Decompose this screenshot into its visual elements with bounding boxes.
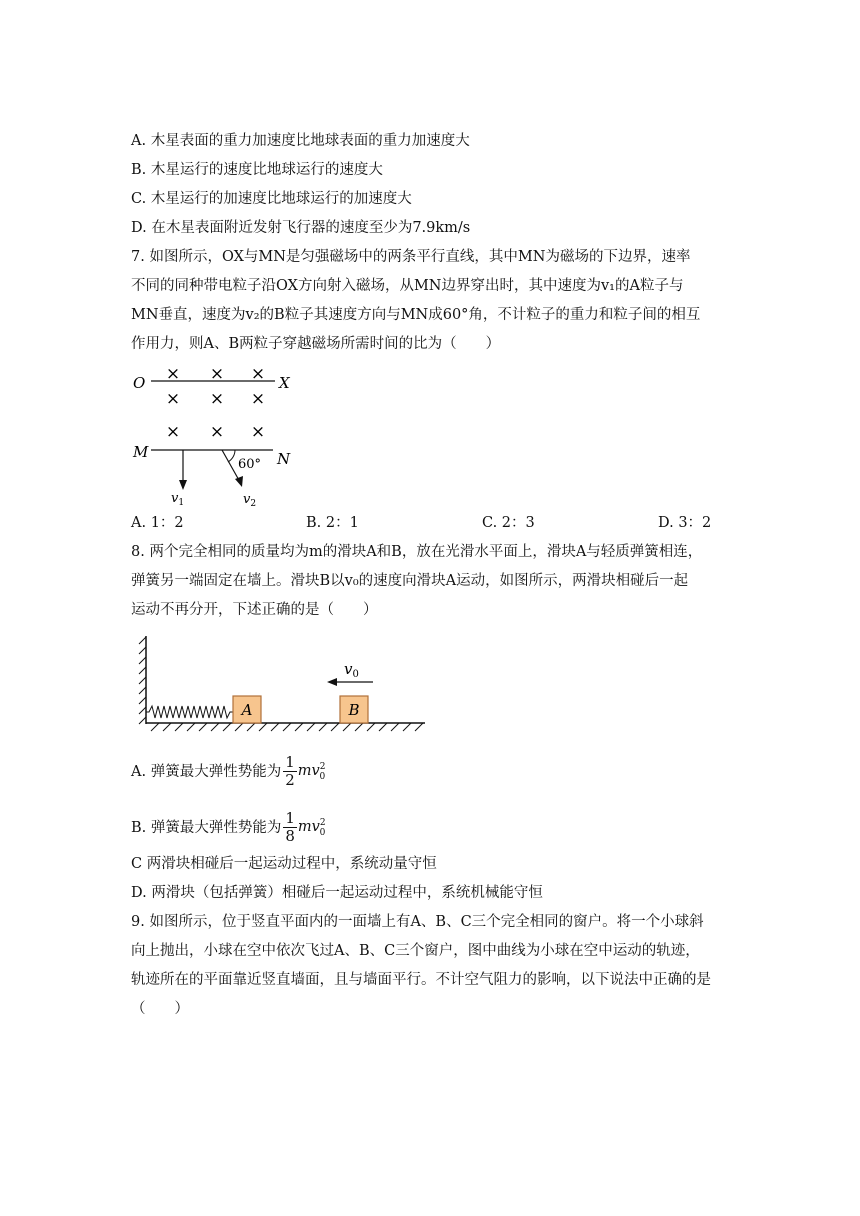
label-n: N [277, 450, 291, 468]
cross-2-2: × [209, 389, 225, 409]
q7-stem-line-2: 不同的同种带电粒子沿OX方向射入磁场，从MN边界穿出时，其中速度为v₁的A粒子与 [131, 278, 684, 294]
q8-option-b-fraction [283, 810, 297, 845]
v0-label: $v_0$ [344, 660, 359, 680]
q8-option-b-expr: $mv^2_0$ [297, 818, 326, 838]
fraction-numerator: 1 [285, 753, 295, 772]
v2-label: $v_2$ [243, 492, 257, 509]
cross-1-3: × [250, 364, 266, 384]
block-a-label: A [241, 701, 253, 719]
v0-arrowhead [327, 678, 337, 686]
q8-option-a-fraction [283, 754, 297, 789]
v1-label: $v_1$ [171, 491, 185, 508]
fraction-denominator: 8 [285, 827, 295, 846]
q9-stem-line-3: 轨迹所在的平面靠近竖直墙面，且与墙面平行。不计空气阻力的影响，以下说法中正确的是 [131, 972, 711, 988]
wall-hatching [139, 637, 146, 724]
q6-option-c: C. 木星运行的加速度比地球运行的加速度大 [131, 191, 412, 207]
angle-label: 60° [238, 457, 262, 472]
cross-2-3: × [250, 389, 266, 409]
spring [146, 706, 233, 718]
v2-arrowhead [235, 476, 243, 487]
floor-hatching [151, 723, 423, 731]
field-crosses [166, 364, 265, 442]
q8-stem-line-3: 运动不再分开，下述正确的是（ ） [131, 602, 378, 618]
q6-option-d: D. 在木星表面附近发射飞行器的速度至少为7.9km/s [131, 220, 471, 236]
q7-option-d: D. 3：2 [658, 515, 712, 531]
fraction-denominator: 2 [285, 771, 295, 790]
q7-stem-line-4: 作用力，则A、B两粒子穿越磁场所需时间的比为（ ） [131, 336, 501, 352]
q8-option-d: D. 两滑块（包括弹簧）相碰后一起运动过程中，系统机械能守恒 [131, 885, 543, 901]
block-b-label: B [348, 701, 360, 719]
q8-stem-line-2: 弹簧另一端固定在墙上。滑块B以v₀的速度向滑块A运动，如图所示，两滑块相碰后一起 [131, 573, 689, 589]
q8-option-a [131, 746, 325, 798]
q7-stem-line-3: MN垂直，速度为v₂的B粒子其速度方向与MN成60°角，不计粒子的重力和粒子间的相互 [131, 307, 701, 323]
label-m: M [133, 443, 149, 461]
fraction-numerator: 1 [285, 809, 295, 828]
q7-option-a: A. 1：2 [131, 515, 184, 531]
cross-3-1: × [165, 422, 181, 442]
q9-stem-line-4: （ ） [131, 1001, 189, 1017]
q9-stem-line-1: 9. 如图所示，位于竖直平面内的一面墙上有A、B、C三个完全相同的窗户。将一个小球斜 [131, 914, 704, 930]
q8-stem-line-1: 8. 两个完全相同的质量均为m的滑块A和B，放在光滑水平面上，滑块A与轻质弹簧相连， [131, 544, 703, 560]
angle-arc [228, 450, 235, 462]
q8-option-b-text: B. 弹簧最大弹性势能为 [131, 819, 282, 836]
label-o: O [133, 374, 146, 392]
q7-option-b: B. 2：1 [306, 515, 359, 531]
q7-stem-line-1: 7. 如图所示，OX与MN是匀强磁场中的两条平行直线，其中MN为磁场的下边界，速率 [131, 249, 691, 265]
label-x: X [279, 374, 290, 392]
q6-option-a: A. 木星表面的重力加速度比地球表面的重力加速度大 [131, 133, 470, 149]
q7-option-c: C. 2：3 [482, 515, 535, 531]
q8-option-c: C 两滑块相碰后一起运动过程中，系统动量守恒 [131, 856, 437, 872]
q6-option-b: B. 木星运行的速度比地球运行的速度大 [131, 162, 383, 178]
cross-3-2: × [209, 422, 225, 442]
q9-stem-line-2: 向上抛出，小球在空中依次飞过A、B、C三个窗户，图中曲线为小球在空中运动的轨迹， [131, 943, 700, 959]
q8-option-a-text: A. 弹簧最大弹性势能为 [131, 763, 282, 780]
q7-magnetic-field-figure [125, 362, 305, 512]
cross-2-1: × [165, 389, 181, 409]
cross-1-1: × [165, 364, 181, 384]
v1-arrowhead [179, 480, 187, 490]
cross-3-3: × [250, 422, 266, 442]
q8-option-a-expr: $mv^2_0$ [297, 762, 326, 782]
q8-option-b [131, 802, 325, 854]
cross-1-2: × [209, 364, 225, 384]
q8-spring-blocks-figure [125, 632, 435, 742]
